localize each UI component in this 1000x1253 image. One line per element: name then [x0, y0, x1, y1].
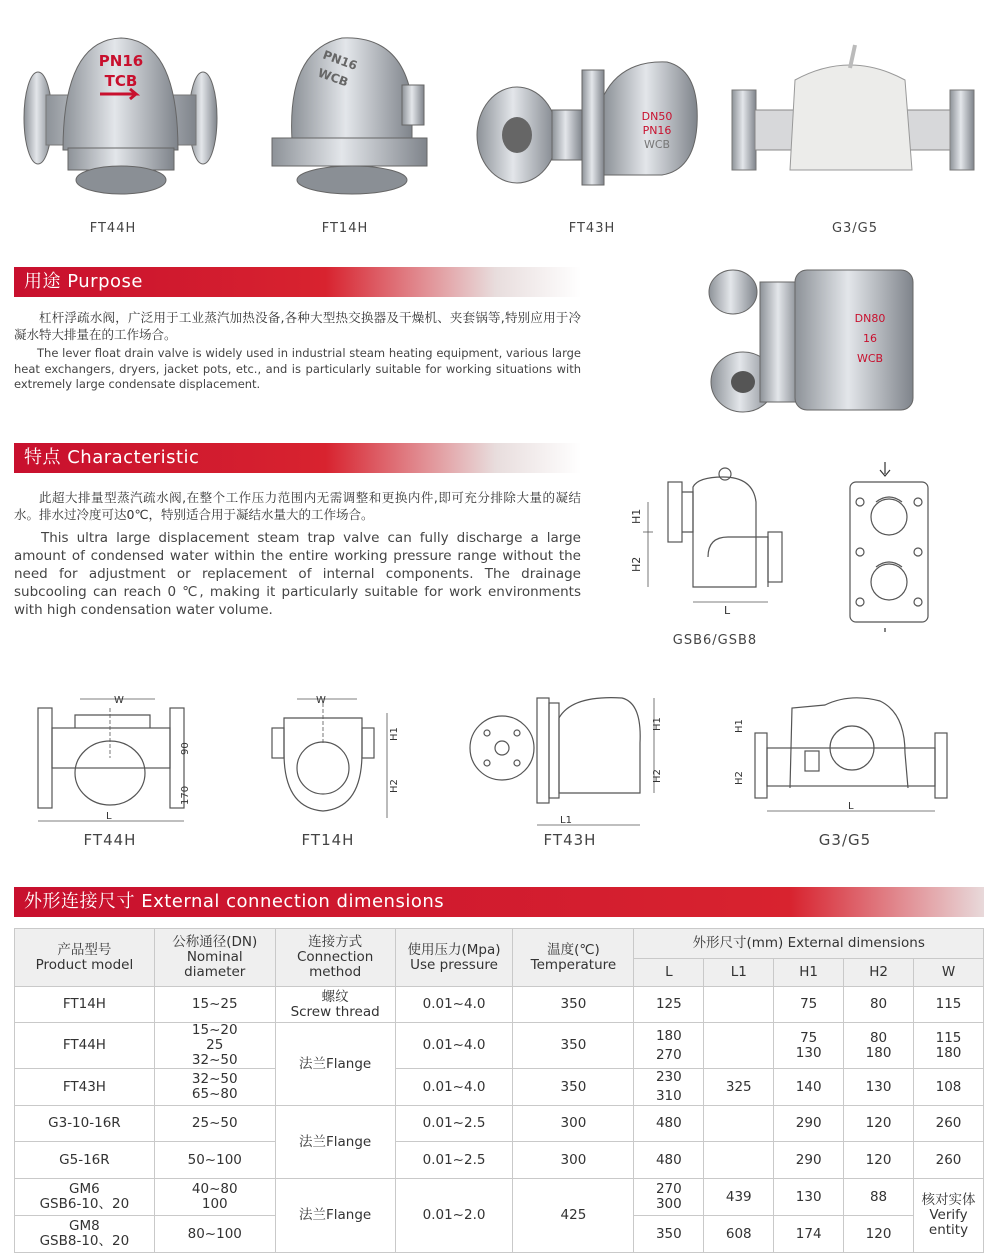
- table-cell: 温度(℃): [547, 941, 600, 958]
- table-cell: 120: [844, 1142, 914, 1179]
- table-cell: 25~50: [154, 1106, 275, 1142]
- table-cell: 174: [774, 1216, 844, 1253]
- table-cell: 270: [655, 1046, 682, 1063]
- gsb-marking-3: WCB: [856, 352, 884, 365]
- gsb-diagram: [628, 462, 958, 632]
- table-cell: FT14H: [15, 987, 155, 1023]
- g3g5-diagram: [730, 693, 960, 823]
- table-cell: Use pressure: [410, 956, 498, 973]
- table-cell: 115: [935, 1029, 962, 1046]
- ft44h-dim-w: W: [114, 695, 124, 706]
- table-cell: 180: [865, 1044, 892, 1061]
- purpose-title: 用途 Purpose: [24, 271, 143, 292]
- table-cell: 公称通径(DN): [172, 934, 258, 950]
- table-cell: 25: [206, 1037, 224, 1053]
- dimensions-title: 外形连接尺寸 External connection dimensions: [24, 891, 445, 912]
- table-cell: [704, 1106, 774, 1142]
- ft43h-dim-h1: H1: [652, 717, 663, 731]
- table-cell: [15, 1179, 155, 1216]
- ft44h-marking-1: PN16: [98, 52, 144, 70]
- ft14h-dim-h2: H2: [389, 779, 400, 793]
- table-cell: 140: [774, 1069, 844, 1106]
- table-cell: 115: [914, 987, 984, 1023]
- g3g5-dim-l: L: [848, 801, 854, 812]
- table-cell: diameter: [184, 964, 246, 980]
- gsb-dim-l: L: [724, 604, 731, 617]
- table-cell: G5-16R: [15, 1142, 155, 1179]
- purpose-title-band: [14, 267, 581, 297]
- table-cell: 50~100: [154, 1142, 275, 1179]
- ft44h-dim-90: 90: [180, 742, 191, 755]
- table-cell: entity: [928, 1222, 969, 1238]
- ft43h-dim-l1: L1: [560, 815, 572, 826]
- ft14h-dim-w: W: [316, 695, 326, 706]
- table-cell: 425: [513, 1179, 634, 1253]
- header-model: [15, 929, 155, 987]
- header-w: W: [914, 959, 984, 987]
- table-cell: 75: [774, 987, 844, 1023]
- g3g5-diagram-label: G3/G5: [818, 831, 872, 849]
- table-cell: 0.01~4.0: [395, 987, 513, 1023]
- table-cell: 15~25: [154, 987, 275, 1023]
- table-cell: [914, 1023, 984, 1069]
- table-row-ft44h: [15, 1023, 984, 1069]
- gsb-marking-1: DN80: [854, 312, 886, 325]
- ft43h-photo: [472, 50, 704, 200]
- table-cell: [154, 1179, 275, 1216]
- table-cell: 80: [844, 987, 914, 1023]
- table-cell: GM6: [69, 1181, 100, 1197]
- characteristic-text-cn: 此超大排量型蒸汽疏水阀,在整个工作压力范围内无需调整和更换内件,即可充分排除大量的凝结水。排水过冷度可达0℃，特别适合用于凝结水量大的工作场合。: [14, 490, 581, 522]
- table-cell: 0.01~4.0: [395, 1023, 513, 1069]
- table-cell: GSB8-10、20: [39, 1233, 130, 1249]
- ft43h-diagram-label: FT43H: [543, 831, 597, 849]
- ft14h-dim-h1: H1: [389, 727, 400, 741]
- table-cell: 88: [844, 1179, 914, 1216]
- characteristic-title: 特点 Characteristic: [24, 447, 200, 468]
- table-cell: 290: [774, 1106, 844, 1142]
- table-cell: 产品型号: [57, 941, 112, 958]
- table-cell: 130: [844, 1069, 914, 1106]
- table-cell: 108: [914, 1069, 984, 1106]
- table-cell: Connection: [296, 949, 374, 965]
- header-l: L: [634, 959, 704, 987]
- table-cell: 310: [655, 1088, 682, 1104]
- table-cell: 32~50: [191, 1071, 238, 1087]
- dimensions-title-band: [14, 887, 984, 917]
- table-cell: 270: [655, 1181, 682, 1197]
- header-temperature: [513, 929, 634, 987]
- table-cell: 120: [844, 1216, 914, 1253]
- table-cell: 300: [513, 1142, 634, 1179]
- ft44h-photo-label: FT44H: [89, 221, 137, 236]
- table-cell: [704, 987, 774, 1023]
- gsb-diagram-label: GSB6/GSB8: [672, 633, 758, 648]
- gsb-dim-h2: H2: [630, 556, 643, 572]
- header-l1: L1: [704, 959, 774, 987]
- table-cell: 480: [634, 1142, 704, 1179]
- table-row-ft14h: [15, 987, 984, 1023]
- ft43h-dim-h2: H2: [652, 769, 663, 783]
- table-cell: method: [309, 964, 362, 980]
- table-cell: 439: [704, 1179, 774, 1216]
- table-cell: Verify: [929, 1207, 968, 1223]
- table-cell: 使用压力(Mpa): [407, 941, 501, 958]
- header-dn: [154, 929, 275, 987]
- g3g5-dim-h2: H2: [734, 771, 745, 785]
- table-cell: 230: [655, 1069, 682, 1085]
- gsb-marking-2: 16: [863, 332, 877, 345]
- table-cell: 核对实体: [921, 1192, 976, 1208]
- table-cell: [275, 987, 395, 1023]
- ft44h-photo: [18, 30, 223, 200]
- ft14h-marking-1: PN16: [320, 47, 360, 73]
- ft43h-diagram: [462, 693, 677, 831]
- table-cell: 15~20: [191, 1022, 238, 1038]
- table-cell: [774, 1023, 844, 1069]
- table-cell: 300: [655, 1196, 682, 1212]
- table-cell: Nominal: [186, 949, 243, 965]
- table-cell: 260: [914, 1106, 984, 1142]
- purpose-text-en: The lever float drain valve is widely used in industrial steam heating equipment, various large heat exchangers, dryers, jacket pots, etc., and is particularly suitable for working situations with extremely large condensate displacement.: [14, 346, 581, 391]
- header-pressure: [395, 929, 513, 987]
- g3g5-photo-label: G3/G5: [831, 221, 879, 236]
- table-cell: 480: [634, 1106, 704, 1142]
- table-cell: 32~50: [191, 1052, 238, 1068]
- ft44h-marking-2: TCB: [104, 72, 138, 90]
- table-cell: [844, 1023, 914, 1069]
- table-cell: [634, 1179, 704, 1216]
- table-cell: [154, 1069, 275, 1106]
- header-connection: [275, 929, 395, 987]
- table-cell: 260: [914, 1142, 984, 1179]
- table-cell: 125: [634, 987, 704, 1023]
- ft44h-diagram-label: FT44H: [83, 831, 137, 849]
- table-cell: 40~80: [191, 1181, 238, 1197]
- table-cell: 290: [774, 1142, 844, 1179]
- ft44h-dim-170: 170: [180, 785, 191, 805]
- table-cell: 325: [704, 1069, 774, 1106]
- table-cell: 0.01~2.5: [395, 1142, 513, 1179]
- table-row-gm6: [15, 1179, 984, 1216]
- ft14h-photo-label: FT14H: [321, 221, 369, 236]
- table-cell: 608: [704, 1216, 774, 1253]
- table-cell: 0.01~4.0: [395, 1069, 513, 1106]
- characteristic-title-band: [14, 443, 581, 473]
- table-cell: 法兰Flange: [275, 1106, 395, 1179]
- purpose-text-cn: 杠杆浮疏水阀，广泛用于工业蒸汽加热没备,各种大型热交换器及干燥机、夹套锅等,特别应用于冷凝水特大排量在的工作场合。: [14, 310, 581, 342]
- header-h2: H2: [844, 959, 914, 987]
- dimensions-table: [14, 928, 984, 1253]
- ft14h-diagram-label: FT14H: [301, 831, 355, 849]
- table-cell: [634, 1023, 704, 1069]
- table-cell: 300: [513, 1106, 634, 1142]
- header-h1: H1: [774, 959, 844, 987]
- table-cell: Screw thread: [290, 1003, 380, 1020]
- table-cell: [154, 1023, 275, 1069]
- table-cell: 80: [869, 1029, 888, 1046]
- table-cell: [634, 1069, 704, 1106]
- table-row-g5: [15, 1142, 984, 1179]
- table-cell: Temperature: [530, 956, 617, 973]
- table-cell: 法兰Flange: [275, 1023, 395, 1106]
- table-cell: 100: [201, 1196, 228, 1212]
- ft14h-diagram: [262, 693, 412, 831]
- table-cell: 0.01~2.0: [395, 1179, 513, 1253]
- table-cell: 180: [655, 1027, 682, 1044]
- header-external-dimensions: 外形尺寸(mm) External dimensions: [634, 929, 984, 959]
- table-cell: [15, 1216, 155, 1253]
- g3g5-photo: [730, 40, 975, 195]
- ft43h-marking-2: PN16: [642, 124, 672, 137]
- table-cell: G3-10-16R: [15, 1106, 155, 1142]
- table-cell: 法兰Flange: [275, 1179, 395, 1253]
- table-cell: 130: [774, 1179, 844, 1216]
- table-cell: 80~100: [154, 1216, 275, 1253]
- table-cell: 350: [513, 1023, 634, 1069]
- table-cell: 120: [844, 1106, 914, 1142]
- table-cell: Product model: [35, 956, 134, 973]
- ft44h-diagram: [30, 693, 205, 825]
- table-cell: 130: [795, 1044, 822, 1061]
- gsb-photo: [695, 262, 925, 422]
- table-cell: GSB6-10、20: [39, 1196, 130, 1212]
- ft43h-photo-label: FT43H: [568, 221, 616, 236]
- table-cell: FT44H: [15, 1023, 155, 1069]
- table-cell: FT43H: [15, 1069, 155, 1106]
- table-cell: [704, 1142, 774, 1179]
- table-cell: 350: [634, 1216, 704, 1253]
- table-cell: 65~80: [191, 1086, 238, 1102]
- gsb-dim-h1: H1: [630, 508, 643, 524]
- table-cell: 75: [800, 1029, 818, 1046]
- ft43h-marking-3: WCB: [643, 138, 671, 151]
- table-cell: [704, 1023, 774, 1069]
- table-cell: 0.01~2.5: [395, 1106, 513, 1142]
- table-cell: GM8: [69, 1218, 100, 1234]
- table-row-g3: [15, 1106, 984, 1142]
- table-cell: 螺纹: [321, 988, 349, 1005]
- table-cell: [914, 1179, 984, 1253]
- ft43h-marking-1: DN50: [641, 110, 673, 123]
- ft14h-marking-2: WCB: [315, 65, 351, 90]
- table-cell: 连接方式: [308, 934, 363, 950]
- table-cell: 350: [513, 1069, 634, 1106]
- g3g5-dim-h1: H1: [734, 719, 745, 733]
- ft44h-dim-l: L: [106, 811, 112, 822]
- table-cell: 180: [935, 1044, 962, 1061]
- table-row-ft43h: [15, 1069, 984, 1106]
- table-cell: 350: [513, 987, 634, 1023]
- characteristic-text-en: This ultra large displacement steam trap valve can fully discharge a large amount of condensed water within the entire working pressure range without the need for adjustment or replacement of internal components. The drainage subcooling can reach 0 ℃, making it particularly suitable for work environments with high condensation water volume.: [14, 530, 581, 618]
- ft14h-photo: [262, 30, 442, 200]
